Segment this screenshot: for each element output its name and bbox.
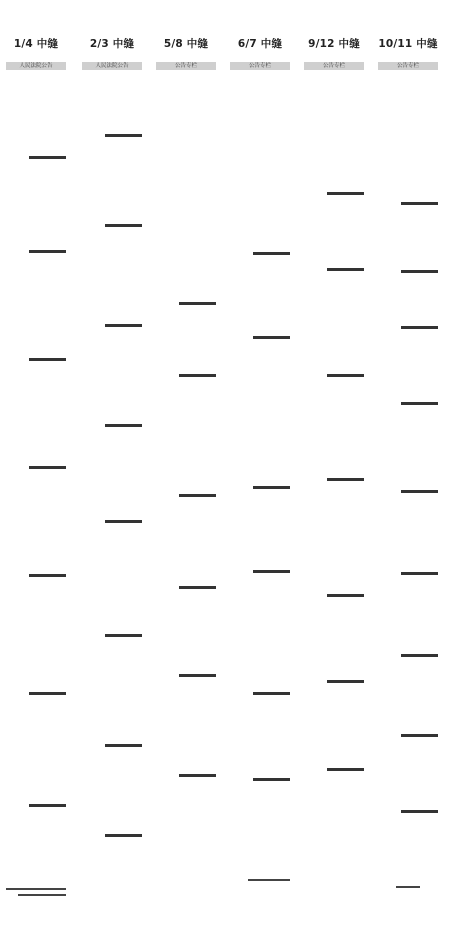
column-title: 9/12 中缝 [308, 38, 360, 50]
strip-header: 公告专栏 [156, 62, 216, 70]
strip-header: 公告专栏 [230, 62, 290, 70]
column-title: 6/7 中缝 [237, 38, 283, 50]
strip-header: 人民法院公告 [82, 62, 142, 70]
column-title: 5/8 中缝 [163, 38, 209, 50]
strip-header: 公告专栏 [304, 62, 364, 70]
column-title: 2/3 中缝 [89, 38, 135, 50]
strip-header: 公告专栏 [378, 62, 438, 70]
strip-header: 人民法院公告 [6, 62, 66, 70]
column-title: 1/4 中缝 [13, 38, 59, 50]
column-title: 10/11 中缝 [378, 38, 438, 50]
